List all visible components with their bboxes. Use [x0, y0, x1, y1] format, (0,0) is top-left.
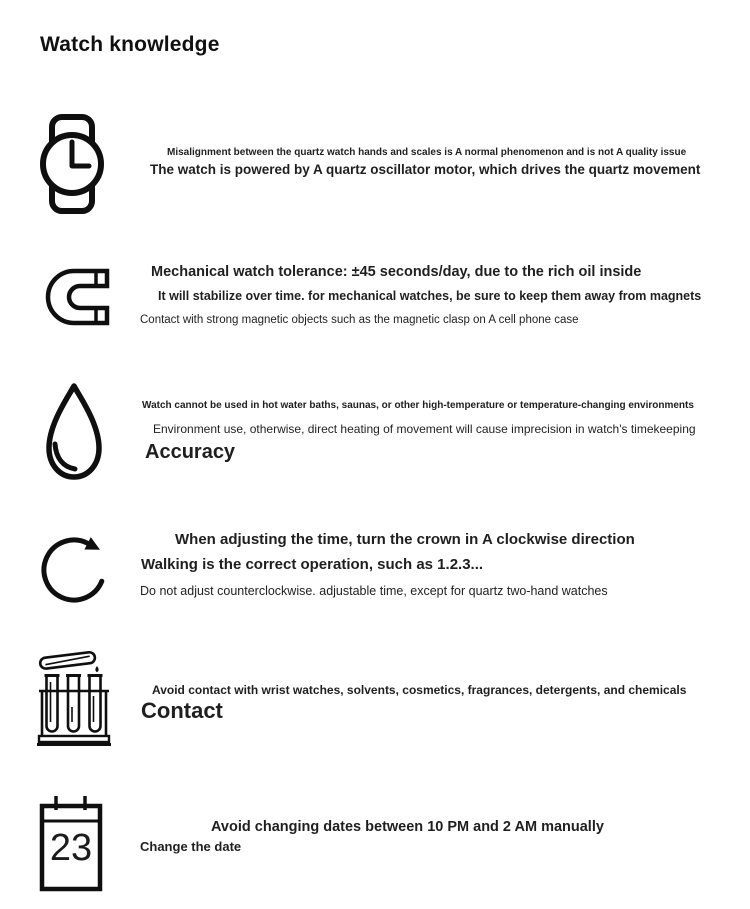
- date-heading: Change the date: [140, 839, 242, 854]
- magnet-note-line: Contact with strong magnetic objects such as the magnetic clasp on A cell phone case: [140, 314, 579, 326]
- crown-note-line: Do not adjust counterclockwise. adjustable time, except for quartz two-hand watches: [140, 584, 608, 598]
- page-title: Watch knowledge: [40, 33, 220, 56]
- accuracy-note-line: Watch cannot be used in hot water baths, saunas, or other high-temperature or temperature-changing environments: [142, 400, 694, 411]
- accuracy-sub-line: Environment use, otherwise, direct heating of movement will cause imprecision in watch's timekeeping: [153, 422, 696, 436]
- quartz-note-line: Misalignment between the quartz watch hands and scales is A normal phenomenon and is not A quality issue: [167, 147, 687, 158]
- calendar-icon: [38, 794, 104, 893]
- clockwise-arrow-icon: [40, 528, 110, 610]
- accuracy-heading: Accuracy: [145, 441, 236, 463]
- crown-main-line: When adjusting the time, turn the crown in A clockwise direction: [175, 531, 635, 548]
- test-tubes-icon: [37, 644, 111, 746]
- magnet-sub-line: It will stabilize over time. for mechanical watches, be sure to keep them away from magnets: [158, 289, 702, 303]
- quartz-main-line: The watch is powered by A quartz oscillator motor, which drives the quartz movement: [150, 162, 701, 177]
- magnet-main-line: Mechanical watch tolerance: ±45 seconds/day, due to the rich oil inside: [151, 264, 642, 280]
- crown-sub-line: Walking is the correct operation, such as 1.2.3...: [141, 556, 484, 573]
- wristwatch-icon: [40, 114, 104, 214]
- water-drop-icon: [40, 381, 108, 483]
- contact-heading: Contact: [141, 698, 223, 723]
- calendar-day: 23: [49, 827, 93, 869]
- date-main-line: Avoid changing dates between 10 PM and 2 AM manually: [211, 819, 604, 835]
- magnet-icon: [42, 267, 110, 327]
- contact-note-line: Avoid contact with wrist watches, solvents, cosmetics, fragrances, detergents, and chemicals: [152, 683, 687, 697]
